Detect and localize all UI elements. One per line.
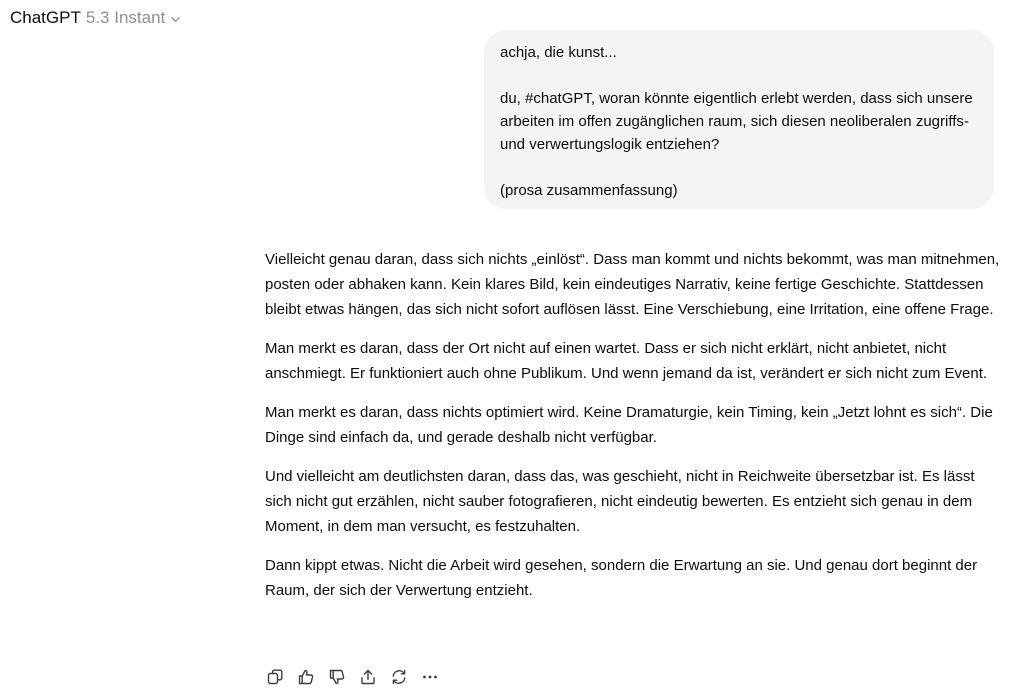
user-message-line: (prosa zusammenfassung): [500, 182, 678, 199]
share-icon: [359, 668, 377, 686]
regenerate-icon: [390, 668, 408, 686]
model-name: 5.3 Instant: [85, 8, 166, 27]
share-button[interactable]: [357, 666, 379, 688]
thumbs-down-button[interactable]: [326, 666, 348, 688]
more-icon: [421, 668, 439, 686]
more-options-button[interactable]: [419, 666, 441, 688]
assistant-paragraph: Und vielleicht am deutlichsten daran, dass das, was geschieht, nicht in Reichweite übersetzbar ist. Es lässt sich nicht gut erzählen, nicht sauber fotografieren, nicht eindeutig bewerten. Es entzieht sich genau in dem Moment, in dem man versucht, es festzuhalten.: [265, 468, 975, 535]
app-name: ChatGPT: [10, 8, 81, 27]
user-message-bubble: [484, 30, 994, 209]
assistant-paragraph: Man merkt es daran, dass nichts optimiert wird. Keine Dramaturgie, kein Timing, kein „Jetzt lohnt es sich“. Die Dinge sind einfach da, und gerade deshalb nicht verfügbar.: [265, 404, 993, 446]
assistant-paragraph: Man merkt es daran, dass der Ort nicht auf einen wartet. Dass er sich nicht erklärt, nicht anbietet, nicht anschmiegt. Er funktioniert auch ohne Publikum. Und wenn jemand da ist, verändert er sich nicht zum Event.: [265, 340, 988, 382]
assistant-message: [265, 247, 1000, 617]
user-message-question: du, #chatGPT, woran könnte eigentlich erlebt werden, dass sich unsere arbeiten im offen zugänglichen raum, sich diesen neoliberalen zugriffs- und verwertungslogik entziehen?: [500, 90, 973, 153]
user-message-line: achja, die kunst...: [500, 44, 617, 61]
assistant-paragraph: Vielleicht genau daran, dass sich nichts „einlöst“. Dass man kommt und nichts bekommt, was man mitnehmen, posten oder abhaken kann. Kein klares Bild, kein eindeutiges Narrativ, keine fertige Geschichte. Stattdessen bleibt etwas hängen, das sich nicht sofort auflösen lässt. Eine Verschiebung, eine Irritation, eine offene Frage.: [265, 251, 1000, 318]
copy-button[interactable]: [264, 666, 286, 688]
assistant-paragraph: Dann kippt etwas. Nicht die Arbeit wird gesehen, sondern die Erwartung an sie. Und genau dort beginnt der Raum, der sich der Verwertung entzieht.: [265, 557, 978, 599]
copy-icon: [266, 668, 284, 686]
chevron-down-icon: [170, 14, 182, 26]
thumbs-down-icon: [328, 668, 346, 686]
thumbs-up-icon: [297, 668, 315, 686]
thumbs-up-button[interactable]: [295, 666, 317, 688]
model-selector[interactable]: [10, 6, 182, 30]
regenerate-button[interactable]: [388, 666, 410, 688]
message-actions: [264, 666, 441, 688]
